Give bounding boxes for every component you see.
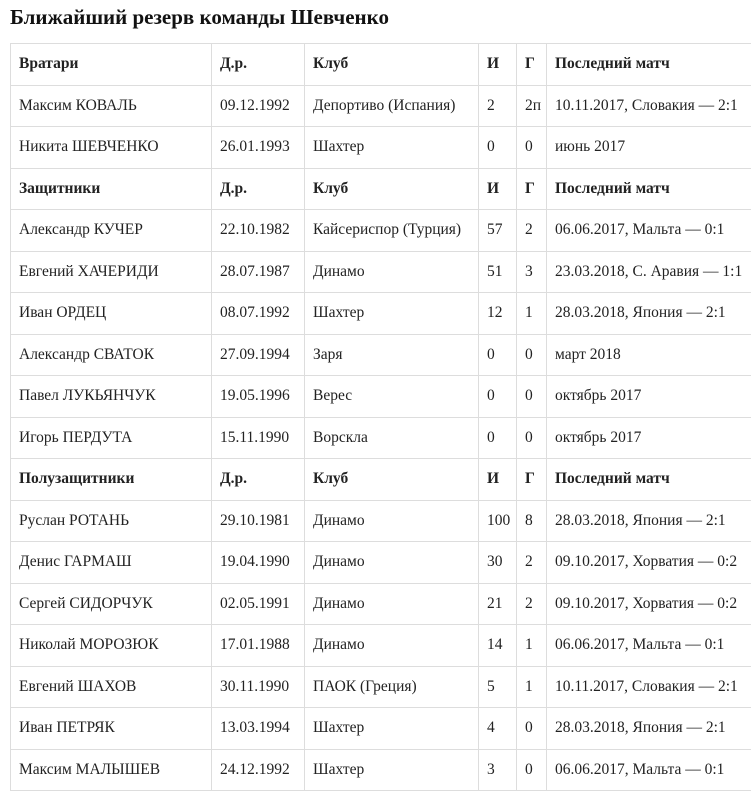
cell-club: Заря	[305, 334, 479, 376]
header-birth-date: Д.р.	[212, 459, 305, 501]
cell-club: ПАОК (Греция)	[305, 666, 479, 708]
cell-goals: 2	[517, 542, 547, 584]
cell-club: Динамо	[305, 542, 479, 584]
reserve-table	[10, 43, 751, 791]
header-goals: Г	[517, 459, 547, 501]
cell-birth-date: 02.05.1991	[212, 583, 305, 625]
cell-birth-date: 17.01.1988	[212, 625, 305, 667]
cell-birth-date: 29.10.1981	[212, 500, 305, 542]
table-row	[11, 85, 751, 127]
cell-club: Шахтер	[305, 293, 479, 335]
cell-birth-date: 28.07.1987	[212, 251, 305, 293]
cell-birth-date: 30.11.1990	[212, 666, 305, 708]
header-last-match: Последний матч	[547, 44, 751, 86]
cell-games: 0	[479, 127, 517, 169]
cell-last-match: 10.11.2017, Словакия — 2:1	[547, 85, 751, 127]
cell-last-match: 09.10.2017, Хорватия — 0:2	[547, 542, 751, 584]
cell-goals: 3	[517, 251, 547, 293]
cell-player-name: Евгений ХАЧЕРИДИ	[11, 251, 212, 293]
cell-games: 14	[479, 625, 517, 667]
cell-club: Депортиво (Испания)	[305, 85, 479, 127]
cell-player-name: Денис ГАРМАШ	[11, 542, 212, 584]
reserve-table-body	[11, 44, 751, 791]
table-row	[11, 666, 751, 708]
cell-goals: 0	[517, 334, 547, 376]
cell-birth-date: 22.10.1982	[212, 210, 305, 252]
table-row	[11, 334, 751, 376]
cell-player-name: Павел ЛУКЬЯНЧУК	[11, 376, 212, 418]
cell-last-match: март 2018	[547, 334, 751, 376]
section-header-row	[11, 44, 751, 86]
cell-games: 57	[479, 210, 517, 252]
cell-club: Шахтер	[305, 127, 479, 169]
header-games: И	[479, 459, 517, 501]
cell-games: 0	[479, 417, 517, 459]
cell-player-name: Александр СВАТОК	[11, 334, 212, 376]
cell-goals: 1	[517, 666, 547, 708]
cell-player-name: Сергей СИДОРЧУК	[11, 583, 212, 625]
cell-last-match: 28.03.2018, Япония — 2:1	[547, 500, 751, 542]
cell-goals: 0	[517, 417, 547, 459]
table-row	[11, 625, 751, 667]
cell-player-name: Иван ОРДЕЦ	[11, 293, 212, 335]
cell-last-match: 06.06.2017, Мальта — 0:1	[547, 210, 751, 252]
cell-last-match: июнь 2017	[547, 127, 751, 169]
cell-games: 3	[479, 749, 517, 791]
cell-player-name: Руслан РОТАНЬ	[11, 500, 212, 542]
cell-birth-date: 24.12.1992	[212, 749, 305, 791]
cell-goals: 0	[517, 749, 547, 791]
header-goals: Г	[517, 168, 547, 210]
header-club: Клуб	[305, 168, 479, 210]
section-header-row	[11, 459, 751, 501]
cell-games: 30	[479, 542, 517, 584]
cell-club: Динамо	[305, 500, 479, 542]
cell-last-match: 06.06.2017, Мальта — 0:1	[547, 749, 751, 791]
header-games: И	[479, 44, 517, 86]
cell-games: 2	[479, 85, 517, 127]
cell-club: Кайсериспор (Турция)	[305, 210, 479, 252]
cell-birth-date: 27.09.1994	[212, 334, 305, 376]
table-row	[11, 542, 751, 584]
cell-birth-date: 08.07.1992	[212, 293, 305, 335]
cell-last-match: октябрь 2017	[547, 376, 751, 418]
cell-goals: 8	[517, 500, 547, 542]
cell-goals: 0	[517, 708, 547, 750]
cell-last-match: 10.11.2017, Словакия — 2:1	[547, 666, 751, 708]
header-last-match: Последний матч	[547, 168, 751, 210]
cell-last-match: октябрь 2017	[547, 417, 751, 459]
cell-goals: 1	[517, 625, 547, 667]
cell-club: Динамо	[305, 625, 479, 667]
cell-birth-date: 13.03.1994	[212, 708, 305, 750]
cell-goals: 0	[517, 127, 547, 169]
cell-birth-date: 26.01.1993	[212, 127, 305, 169]
cell-club: Шахтер	[305, 749, 479, 791]
cell-birth-date: 19.05.1996	[212, 376, 305, 418]
cell-player-name: Максим МАЛЫШЕВ	[11, 749, 212, 791]
cell-games: 4	[479, 708, 517, 750]
cell-goals: 0	[517, 376, 547, 418]
header-goals: Г	[517, 44, 547, 86]
header-last-match: Последний матч	[547, 459, 751, 501]
cell-last-match: 23.03.2018, С. Аравия — 1:1	[547, 251, 751, 293]
cell-games: 5	[479, 666, 517, 708]
cell-last-match: 09.10.2017, Хорватия — 0:2	[547, 583, 751, 625]
cell-last-match: 28.03.2018, Япония — 2:1	[547, 708, 751, 750]
cell-player-name: Игорь ПЕРДУТА	[11, 417, 212, 459]
cell-games: 100	[479, 500, 517, 542]
header-birth-date: Д.р.	[212, 168, 305, 210]
table-row	[11, 708, 751, 750]
cell-club: Шахтер	[305, 708, 479, 750]
table-row	[11, 583, 751, 625]
cell-last-match: 06.06.2017, Мальта — 0:1	[547, 625, 751, 667]
section-header-row	[11, 168, 751, 210]
cell-last-match: 28.03.2018, Япония — 2:1	[547, 293, 751, 335]
cell-player-name: Максим КОВАЛЬ	[11, 85, 212, 127]
cell-player-name: Александр КУЧЕР	[11, 210, 212, 252]
table-row	[11, 376, 751, 418]
header-player-name: Защитники	[11, 168, 212, 210]
cell-club: Верес	[305, 376, 479, 418]
cell-birth-date: 09.12.1992	[212, 85, 305, 127]
cell-club: Динамо	[305, 583, 479, 625]
cell-club: Ворскла	[305, 417, 479, 459]
cell-player-name: Иван ПЕТРЯК	[11, 708, 212, 750]
cell-games: 0	[479, 334, 517, 376]
table-row	[11, 749, 751, 791]
cell-birth-date: 19.04.1990	[212, 542, 305, 584]
page-title: Ближайший резерв команды Шевченко	[10, 5, 389, 29]
header-club: Клуб	[305, 459, 479, 501]
table-row	[11, 293, 751, 335]
cell-club: Динамо	[305, 251, 479, 293]
header-birth-date: Д.р.	[212, 44, 305, 86]
cell-goals: 1	[517, 293, 547, 335]
cell-player-name: Николай МОРОЗЮК	[11, 625, 212, 667]
table-row	[11, 251, 751, 293]
cell-games: 51	[479, 251, 517, 293]
header-player-name: Полузащитники	[11, 459, 212, 501]
header-club: Клуб	[305, 44, 479, 86]
header-player-name: Вратари	[11, 44, 212, 86]
cell-games: 12	[479, 293, 517, 335]
table-row	[11, 500, 751, 542]
cell-player-name: Евгений ШАХОВ	[11, 666, 212, 708]
cell-goals: 2	[517, 210, 547, 252]
cell-player-name: Никита ШЕВЧЕНКО	[11, 127, 212, 169]
cell-games: 21	[479, 583, 517, 625]
table-row	[11, 417, 751, 459]
table-row	[11, 210, 751, 252]
table-row	[11, 127, 751, 169]
cell-goals: 2	[517, 583, 547, 625]
cell-birth-date: 15.11.1990	[212, 417, 305, 459]
header-games: И	[479, 168, 517, 210]
cell-goals: 2п	[517, 85, 547, 127]
cell-games: 0	[479, 376, 517, 418]
